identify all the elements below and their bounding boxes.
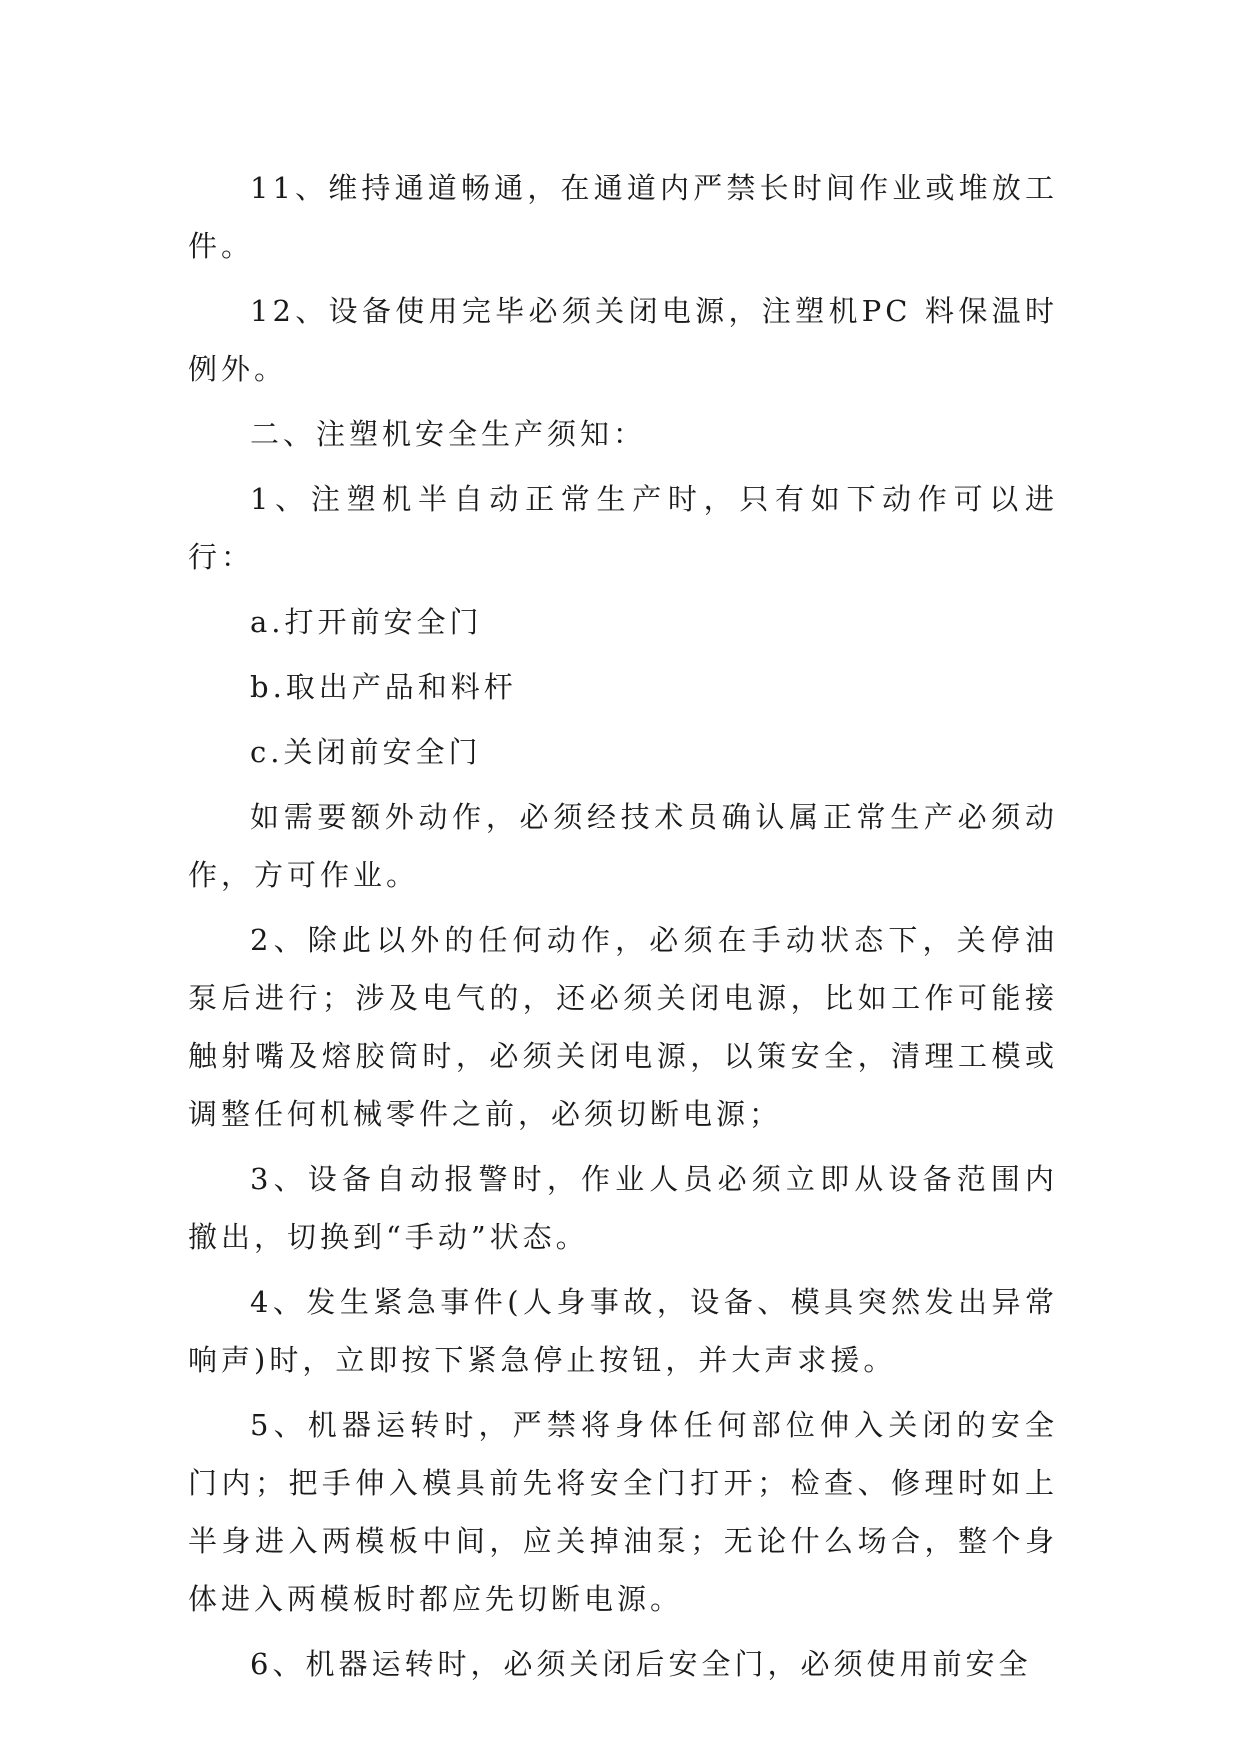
list-item-a: a.打开前安全门 bbox=[250, 605, 483, 639]
document-body bbox=[188, 159, 1058, 1700]
section-heading-injection-safety: 二、注塑机安全生产须知： bbox=[250, 417, 647, 451]
paragraph-item-5: 5、机器运转时，严禁将身体任何部位伸入关闭的安全门内；把手伸入模具前先将安全门打开；检查、修理时如上半身进入两模板中间，应关掉油泵；无论什么场合，整个身体进入两模板时都应先切断电源。 bbox=[188, 1408, 1058, 1616]
paragraph-item-1: 1、注塑机半自动正常生产时，只有如下动作可以进行： bbox=[188, 482, 1058, 574]
paragraph-item-11: 11、维持通道畅通，在通道内严禁长时间作业或堆放工件。 bbox=[188, 171, 1058, 263]
list-item-b: b.取出产品和料杆 bbox=[250, 670, 517, 704]
list-item-c: c.关闭前安全门 bbox=[250, 735, 482, 769]
paragraph-item-4: 4、发生紧急事件(人身事故，设备、模具突然发出异常响声)时，立即按下紧急停止按钮，并大声求援。 bbox=[188, 1285, 1058, 1377]
paragraph-item-12: 12、设备使用完毕必须关闭电源，注塑机PC 料保温时例外。 bbox=[188, 294, 1058, 386]
paragraph-item-6: 6、机器运转时，必须关闭后安全门，必须使用前安全 bbox=[250, 1647, 1032, 1681]
paragraph-item-3: 3、设备自动报警时，作业人员必须立即从设备范围内撤出，切换到“手动”状态。 bbox=[188, 1162, 1058, 1254]
paragraph-item-2: 2、除此以外的任何动作，必须在手动状态下，关停油泵后进行；涉及电气的，还必须关闭电源，比如工作可能接触射嘴及熔胶筒时，必须关闭电源，以策安全，清理工模或调整任何机械零件之前，必须切断电源； bbox=[188, 923, 1058, 1131]
paragraph-extra-actions: 如需要额外动作，必须经技术员确认属正常生产必须动作，方可作业。 bbox=[188, 800, 1058, 892]
